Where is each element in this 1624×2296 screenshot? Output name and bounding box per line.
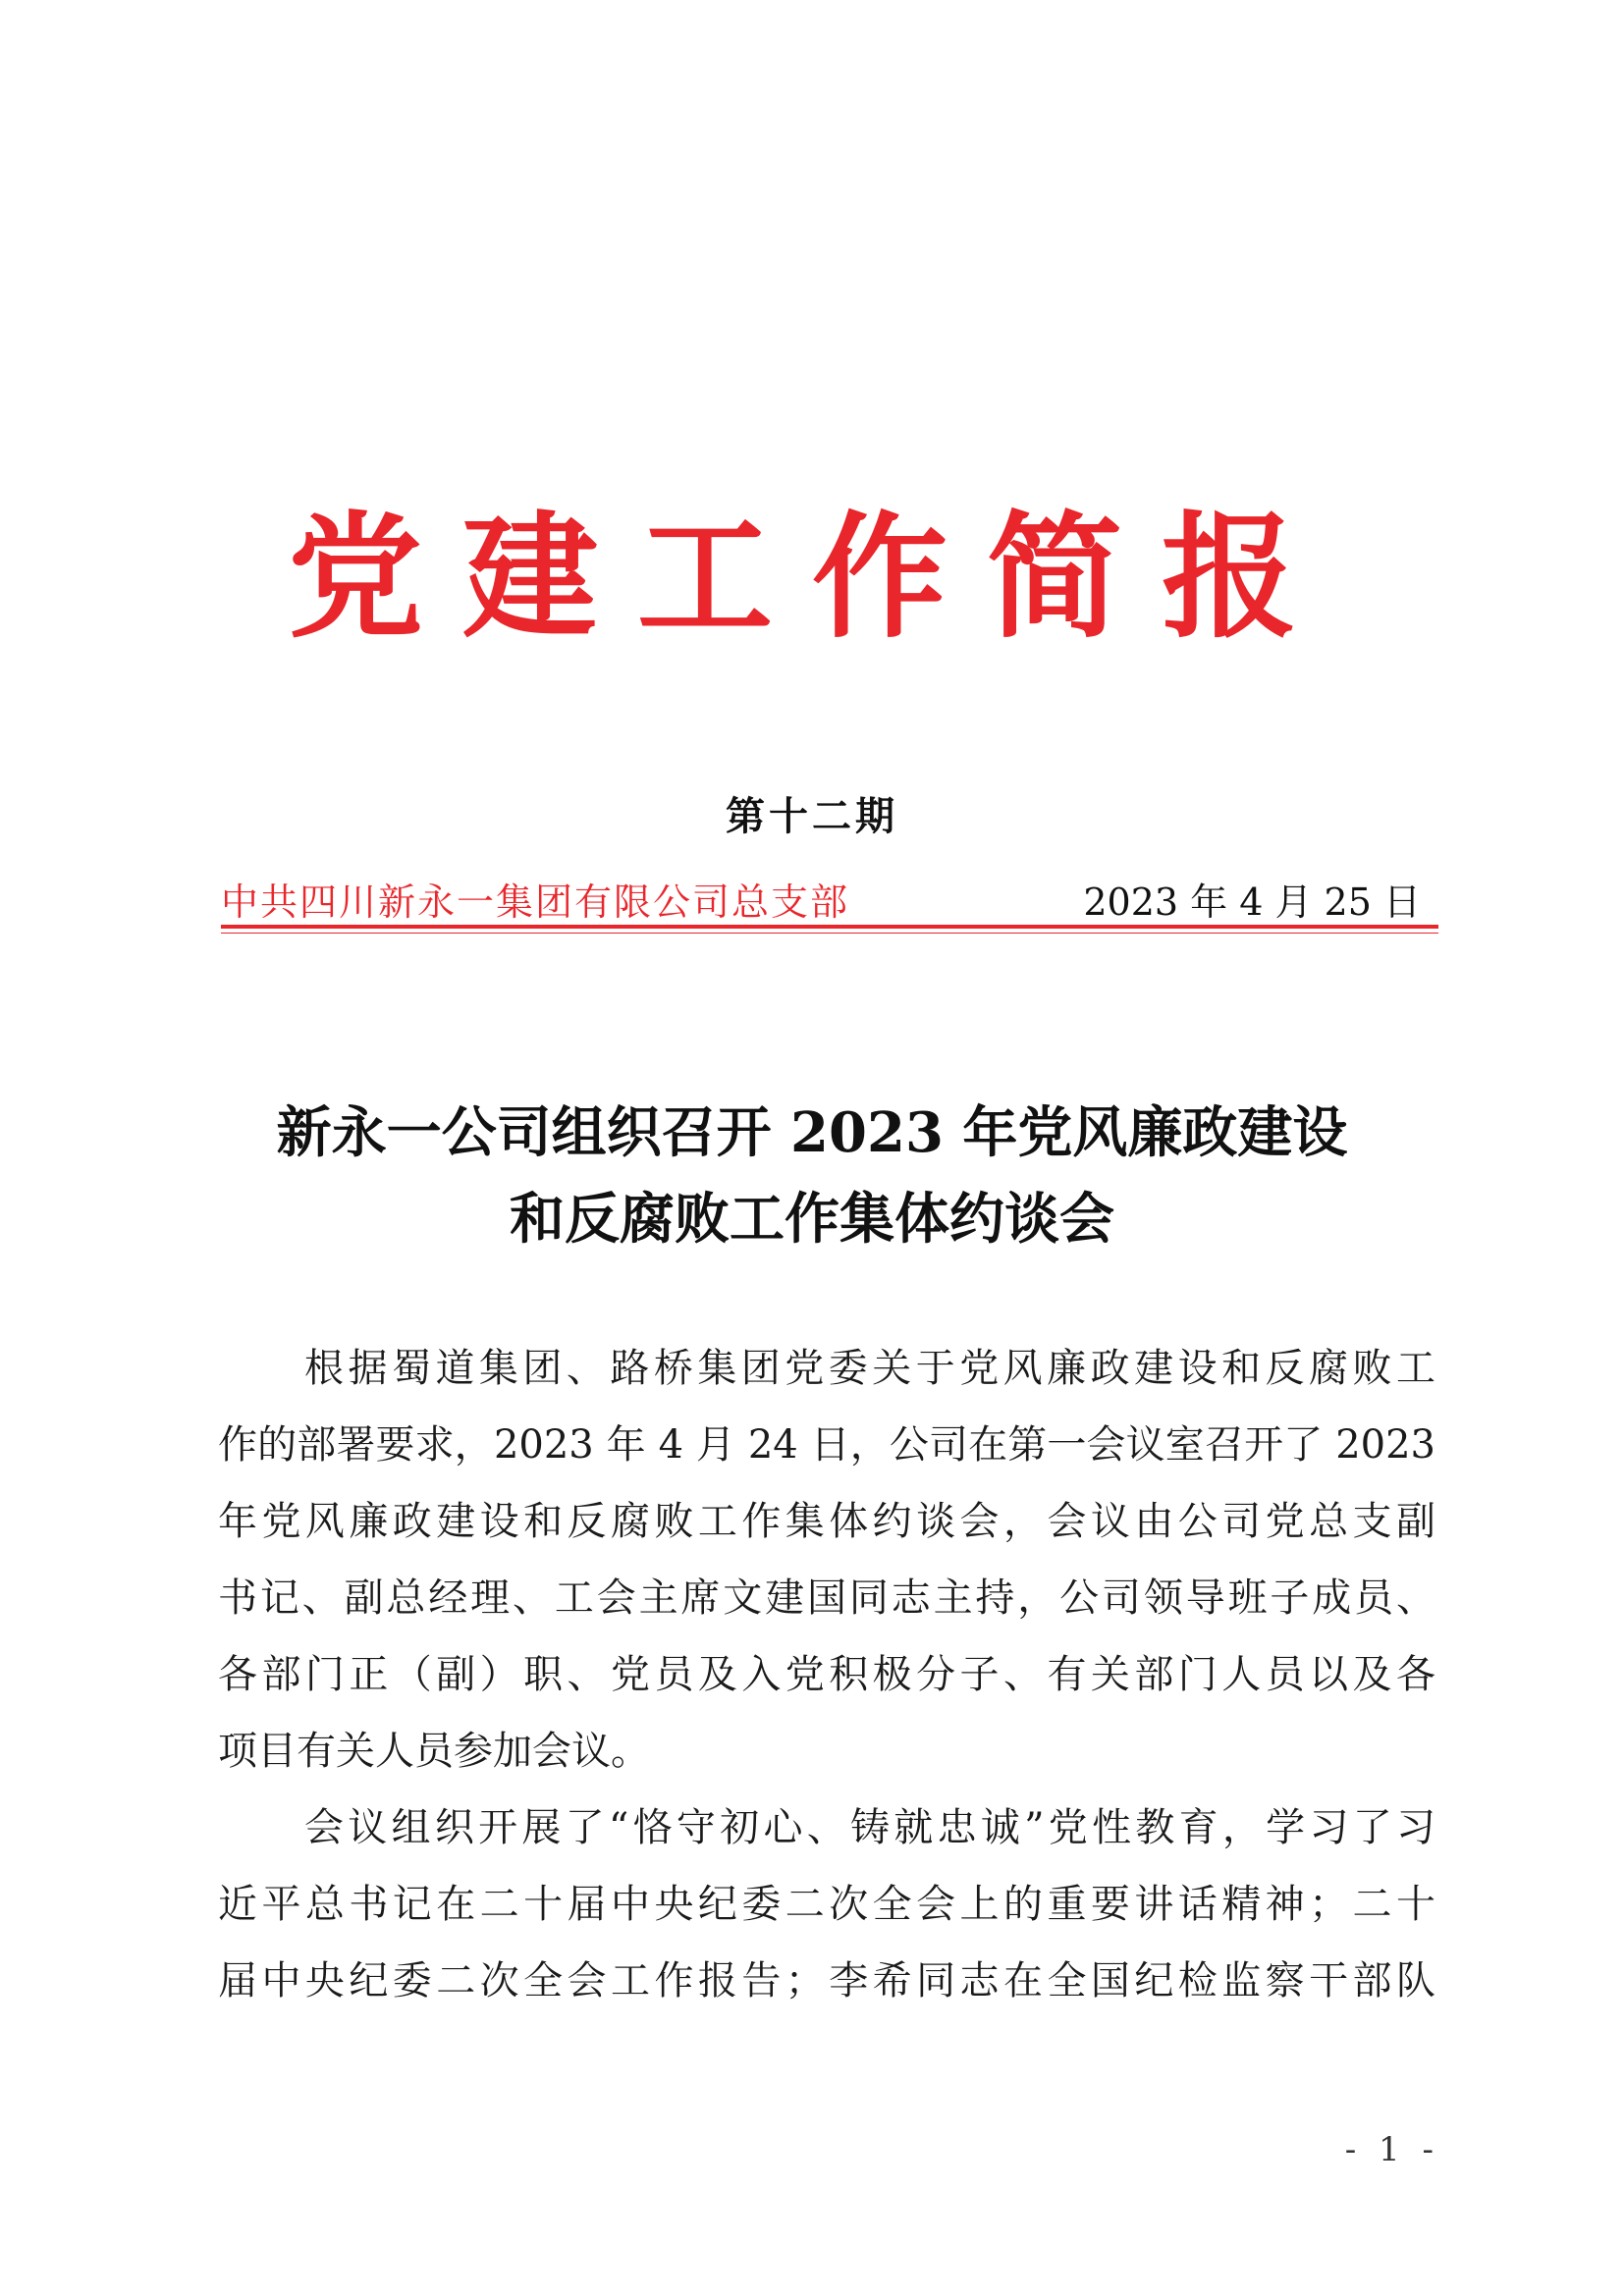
paragraph-line: 项目有关人员参加会议。 — [218, 1729, 650, 1774]
paragraph-line: 近平总书记在二十届中央纪委二次全会上的重要讲话精神；二十 — [218, 1882, 1435, 1927]
paragraph-line: 各部门正（副）职、党员及入党积极分子、有关部门人员以及各 — [218, 1652, 1435, 1697]
paragraph-line: 书记、副总经理、工会主席文建国同志主持，公司领导班子成员、 — [218, 1575, 1435, 1621]
paragraph-line: 届中央纪委二次全会工作报告；李希同志在全国纪检监察干部队 — [218, 1958, 1435, 2003]
article-body — [218, 1330, 1435, 2019]
red-divider-thin — [221, 933, 1438, 934]
bulletin-title: 党建工作简报 — [287, 499, 1336, 657]
paragraph-line: 作的部署要求，2023 年 4 月 24 日，公司在第一会议室召开了 2023 — [218, 1422, 1435, 1468]
paragraph-line: 根据蜀道集团、路桥集团党委关于党风廉政建设和反腐败工 — [304, 1346, 1435, 1391]
paragraph-2 — [218, 1789, 1435, 2019]
page-number: - 1 - — [1344, 2130, 1439, 2169]
paragraph-line: 会议组织开展了“恪守初心、铸就忠诚”党性教育，学习了习 — [304, 1805, 1435, 1850]
paragraph-line: 年党风廉政建设和反腐败工作集体约谈会，会议由公司党总支副 — [218, 1499, 1435, 1544]
paragraph-1 — [218, 1330, 1435, 1789]
red-divider-thick — [221, 925, 1438, 929]
issue-date: 2023 年 4 月 25 日 — [1083, 881, 1421, 924]
headline-line-2: 和反腐败工作集体约谈会 — [510, 1187, 1114, 1252]
issue-number: 第十二期 — [726, 794, 898, 839]
article-headline — [0, 1090, 1624, 1262]
headline-line-1: 新永一公司组织召开 2023 年党风廉政建设 — [276, 1100, 1348, 1165]
issuing-organization: 中共四川新永一集团有限公司总支部 — [221, 881, 850, 924]
